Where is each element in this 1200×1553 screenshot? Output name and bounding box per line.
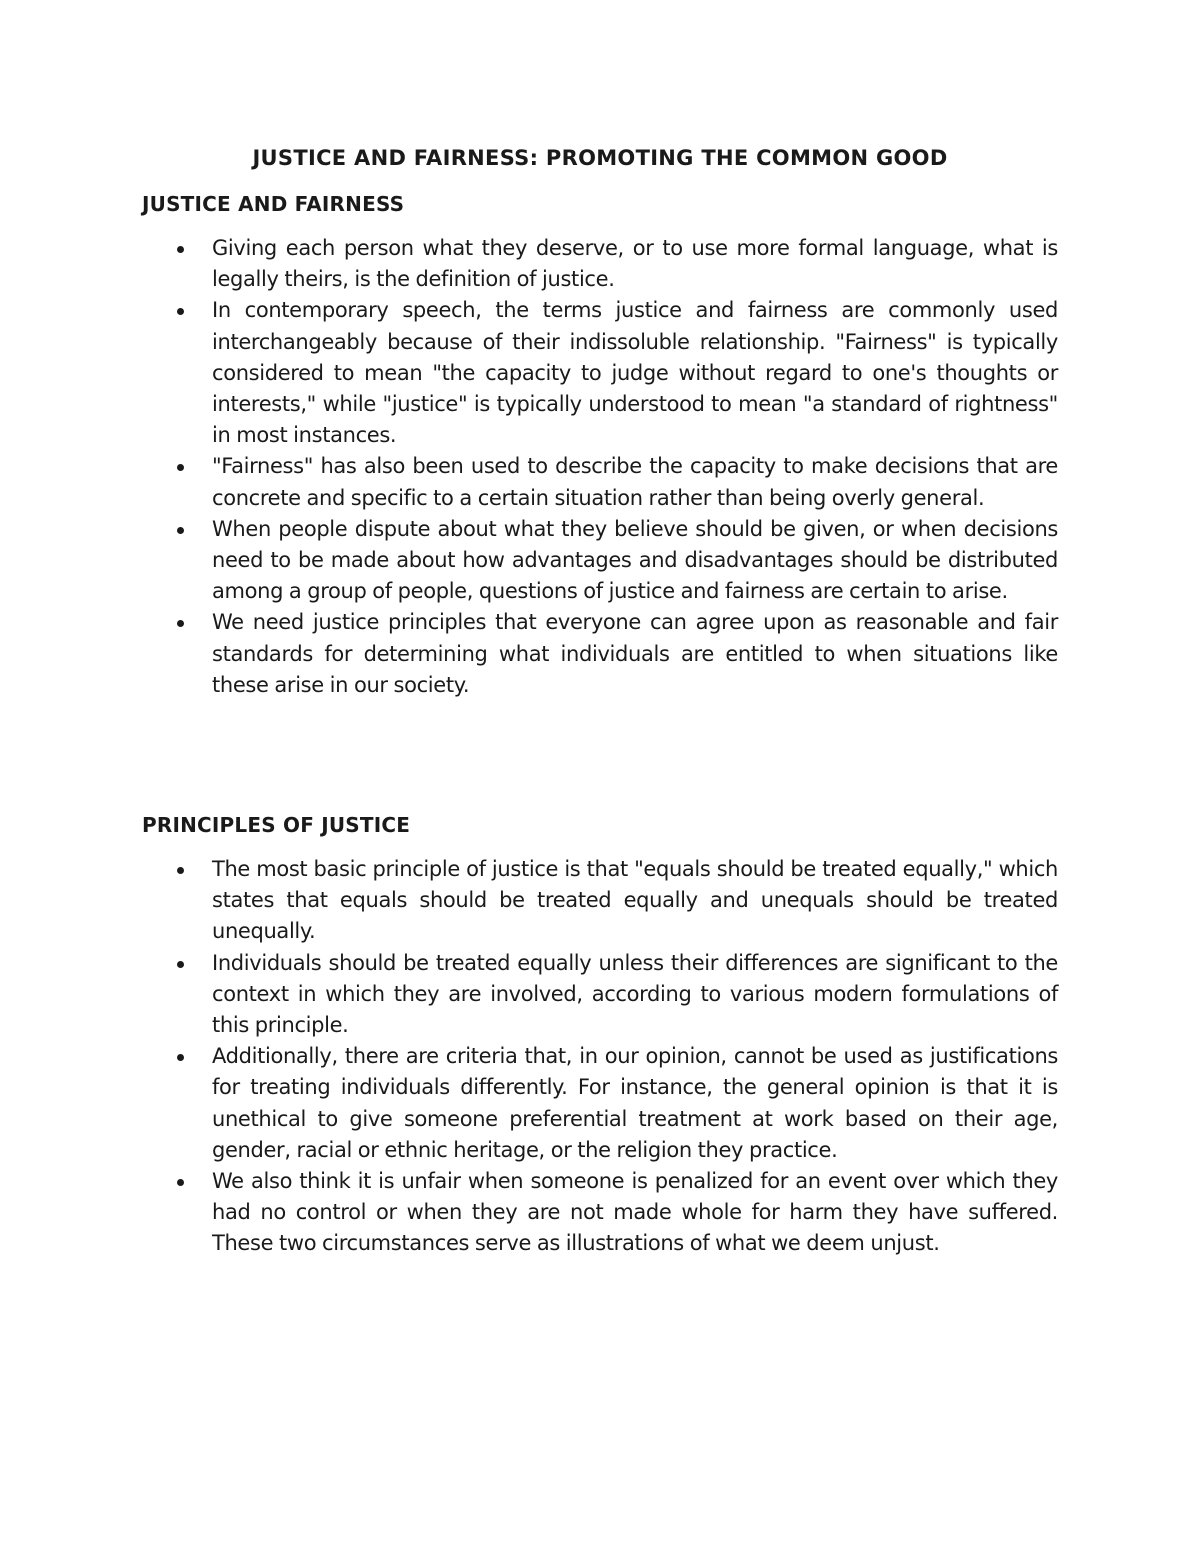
list-item: [142, 233, 1058, 295]
bullet-icon: [177, 1179, 184, 1186]
bullet-list: [142, 233, 1058, 701]
bullet-icon: [177, 464, 184, 471]
section-principles-of-justice: [142, 810, 1058, 1260]
list-item-text: Individuals should be treated equally unless their differences are significant to the context in which they are involved, according to various modern formulations of this principle.: [212, 950, 1058, 1038]
list-item: [142, 948, 1058, 1042]
list-item-text: Additionally, there are criteria that, in our opinion, cannot be used as justifications for treating individuals differently. For instance, the general opinion is that it is unethical to give someone preferential treatment at work based on their age, gender, racial or ethnic heritage, or the religion they practice.: [212, 1044, 1058, 1162]
bullet-icon: [177, 246, 184, 253]
list-item: [142, 451, 1058, 513]
list-item-text: Giving each person what they deserve, or to use more formal language, what is legally theirs, is the definition of justice.: [212, 236, 1058, 292]
list-item-text: "Fairness" has also been used to describe the capacity to make decisions that are concrete and specific to a certain situation rather than being overly general.: [212, 454, 1058, 510]
list-item: [142, 1166, 1058, 1260]
section-heading: PRINCIPLES OF JUSTICE: [142, 813, 411, 837]
section-heading: JUSTICE AND FAIRNESS: [142, 192, 405, 216]
bullet-icon: [177, 961, 184, 968]
document-title: JUSTICE AND FAIRNESS: PROMOTING THE COMMON GOOD: [252, 146, 948, 170]
bullet-icon: [177, 308, 184, 315]
list-item-text: We also think it is unfair when someone is penalized for an event over which they had no control or when they are not made whole for harm they have suffered. These two circumstances serve as illustrations of what we deem unjust.: [212, 1169, 1058, 1256]
list-item: [142, 607, 1058, 701]
list-item-text: In contemporary speech, the terms justice and fairness are commonly used interchangeably because of their indissoluble relationship. "Fairness" is typically considered to mean "the capacity to judge without regard to one's thoughts or interests," while "justice" is typically understood to mean "a standard of rightness" in most instances.: [212, 298, 1058, 448]
list-item: [142, 854, 1058, 948]
section-justice-and-fairness: [142, 189, 1058, 701]
list-item: [142, 514, 1058, 608]
list-item: [142, 295, 1058, 451]
list-item-text: When people dispute about what they believe should be given, or when decisions need to be made about how advantages and disadvantages should be distributed among a group of people, questions of justice and fairness are certain to arise.: [212, 516, 1058, 604]
bullet-list: [142, 854, 1058, 1260]
bullet-icon: [177, 620, 184, 627]
bullet-icon: [177, 1054, 184, 1061]
list-item-text: We need justice principles that everyone can agree upon as reasonable and fair standards for determining what individuals are entitled to when situations like these arise in our society.: [212, 610, 1058, 697]
list-item-text: The most basic principle of justice is that "equals should be treated equally," which states that equals should be treated equally and unequals should be treated unequally.: [212, 857, 1058, 944]
bullet-icon: [177, 867, 184, 874]
bullet-icon: [177, 527, 184, 534]
list-item: [142, 1041, 1058, 1166]
